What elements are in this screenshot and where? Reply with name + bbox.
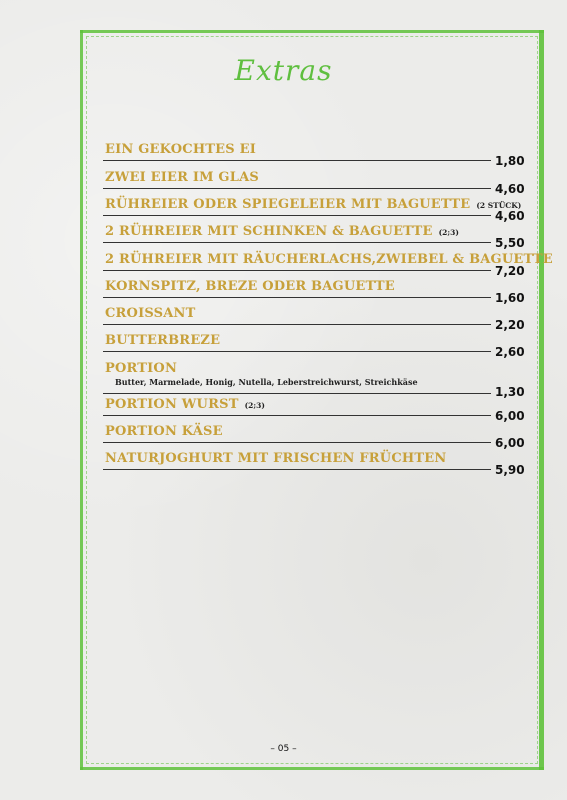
menu-item-label: 2 RÜHREIER MIT RÄUCHERLACHS,ZWIEBEL & BAGUETTE: [105, 252, 553, 267]
menu-item: [103, 395, 525, 423]
menu-item: [103, 140, 525, 168]
menu-item-rule: [103, 215, 491, 216]
menu-item-rule: [103, 297, 491, 298]
menu-item-name: [105, 451, 446, 466]
menu-item-price: 4,60: [495, 209, 525, 223]
menu-item-rule: [103, 351, 491, 352]
menu-item: [103, 250, 553, 278]
menu-item-label: 2 RÜHREIER MIT SCHINKEN & BAGUETTE: [105, 224, 433, 239]
menu-item: [103, 422, 525, 450]
menu-item-rule: [103, 324, 491, 325]
page-title: Extras: [234, 54, 333, 87]
menu-item-rule: [103, 188, 491, 189]
menu-item: [103, 331, 525, 359]
menu-item-name: [105, 279, 395, 294]
menu-item-label: PORTION KÄSE: [105, 424, 223, 439]
menu-item-price: 1,80: [495, 154, 525, 168]
menu-item-rule: [103, 415, 491, 416]
menu-item-name: [105, 224, 459, 239]
menu-item-note: (2;3): [438, 228, 459, 237]
menu-item-price: 1,60: [495, 291, 525, 305]
menu-item-label: BUTTERBREZE: [105, 333, 221, 348]
menu-item-note: (2;3): [244, 401, 265, 410]
menu-item-price: 6,00: [495, 436, 525, 450]
menu-item-name: [105, 397, 265, 412]
menu-item-price: 5,50: [495, 236, 525, 250]
menu-item-name: [105, 333, 220, 348]
menu-item-name: [105, 424, 223, 439]
menu-item-label: KORNSPITZ, BREZE ODER BAGUETTE: [105, 279, 395, 294]
menu-item: [103, 449, 525, 477]
menu-item-price: 2,60: [495, 345, 525, 359]
menu-item-name: [105, 252, 553, 267]
menu-item-price: 6,00: [495, 409, 525, 423]
frame-right: [539, 30, 544, 770]
menu-item-rule: [103, 160, 491, 161]
frame-left: [80, 30, 83, 770]
menu-item-price: 2,20: [495, 318, 525, 332]
menu-item-label: EIN GEKOCHTES EI: [105, 142, 256, 157]
menu-item-rule: [103, 469, 491, 470]
menu-item: [103, 222, 525, 250]
menu-item: [103, 195, 525, 223]
menu-item-name: [105, 170, 259, 185]
menu-item-rule: [103, 393, 491, 394]
menu-item-label: NATURJOGHURT MIT FRISCHEN FRÜCHTEN: [105, 451, 447, 466]
menu-item-label: PORTION: [105, 361, 178, 376]
menu-item-label: PORTION WURST: [105, 397, 239, 412]
menu-item-label: ZWEI EIER IM GLAS: [105, 170, 259, 185]
frame-bottom: [80, 767, 544, 770]
menu-item-label: CROISSANT: [105, 306, 196, 321]
menu-item-price: 1,30: [495, 385, 525, 399]
menu-item-name: [105, 197, 521, 212]
menu-item: [103, 168, 525, 196]
menu-item-rule: [103, 270, 491, 271]
menu-item-price: 5,90: [495, 463, 525, 477]
menu-item: [103, 277, 525, 305]
menu-item-name: [105, 361, 177, 376]
menu-item-rule: [103, 442, 491, 443]
menu-item-note: (2 STÜCK): [476, 201, 522, 210]
menu-item-price: 4,60: [495, 182, 525, 196]
frame-top: [80, 30, 544, 33]
menu-item-description: Butter, Marmelade, Honig, Nutella, Leberstreichwurst, Streichkäse: [115, 377, 418, 387]
page-number: – 05 –: [270, 744, 297, 754]
menu-item-rule: [103, 242, 491, 243]
menu-item-price: 7,20: [495, 264, 525, 278]
menu-item: [103, 359, 525, 399]
menu-item-name: [105, 306, 196, 321]
menu-item: [103, 304, 525, 332]
menu-item-name: [105, 142, 256, 157]
menu-item-label: RÜHREIER ODER SPIEGELEIER MIT BAGUETTE: [105, 197, 471, 212]
